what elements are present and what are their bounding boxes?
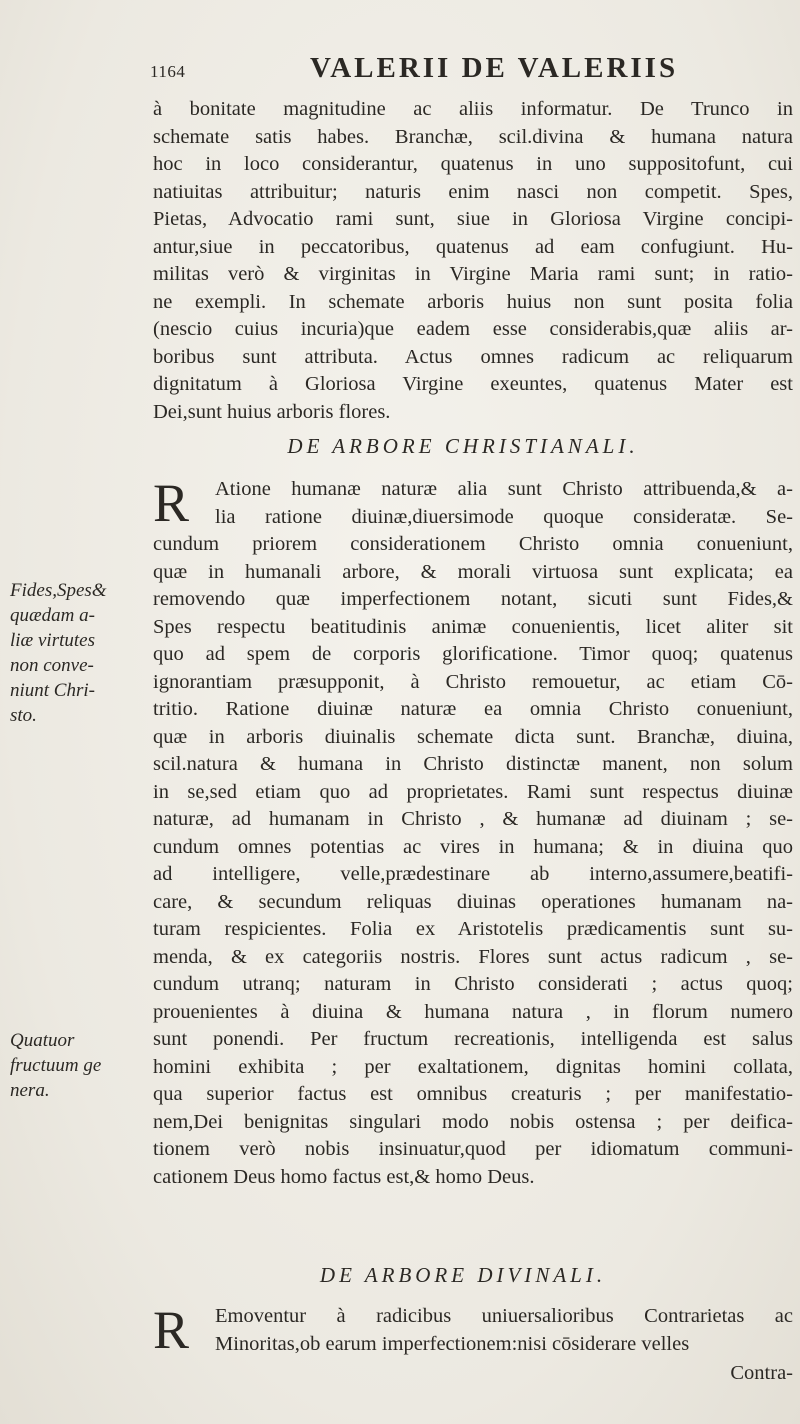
text-line: lia ratione diuinæ,diuersimode quoque consideratæ. Se- (215, 505, 793, 528)
paragraph-arbore-christianali (153, 473, 793, 1191)
text-line: natiuitas attribuitur; naturis enim nasci non competit. Spes, (153, 180, 793, 203)
text-line: Spes respectu beatitudinis animæ conuenientis, licet aliter sit (153, 615, 793, 638)
text-line: ne exempli. In schemate arboris huius non sunt posita folia (153, 290, 793, 313)
text-line: turam respicientes. Folia ex Aristotelis prædicamentis sunt su- (153, 918, 793, 940)
marginal-note-line: quædam a- (10, 605, 95, 626)
text-line: Minoritas,ob earum imperfectionem:nisi cōsiderare velles (215, 1332, 690, 1355)
drop-cap-r: R (153, 473, 190, 533)
text-line: ignorantiam præsupponit, à Christo remouetur, ac etiam Cō- (153, 670, 793, 693)
paragraph-trunk-and-branches (153, 96, 793, 426)
text-line: (nescio cuius incuria)que eadem esse considerabis,quæ aliis ar- (153, 318, 793, 340)
marginal-note-line: non conve- (10, 655, 94, 676)
running-head: VALERII DE VALERIIS (310, 52, 679, 84)
text-line: quæ in humanali arbore, & morali virtuosa sunt explicata; ea (153, 560, 793, 583)
text-line: scil.natura & humana in Christo distinctæ manent, non solum (153, 753, 793, 775)
text-line: tionem verò nobis insinuatur,quod per idiomatum communi- (153, 1138, 793, 1160)
text-line: Dei,sunt huius arboris flores. (153, 400, 391, 423)
paragraph-arbore-divinali (153, 1300, 793, 1360)
text-line: militas verò & virginitas in Virgine Maria rami sunt; in ratio- (153, 263, 793, 285)
page-header (150, 48, 770, 88)
text-line: in se,sed etiam quo ad proprietates. Rami sunt respectus diuinæ (153, 780, 793, 803)
text-line: homini exhibita ; per exaltationem, dignitas homini collata, (153, 1055, 793, 1078)
text-line: tritio. Ratione diuinæ naturæ ea omnia Christo conueniunt, (153, 698, 793, 720)
marginal-note-line: Quatuor (10, 1030, 75, 1051)
drop-cap-r-2: R (153, 1300, 190, 1360)
text-line: Atione humanæ naturæ alia sunt Christo attribuenda,& a- (215, 478, 793, 500)
marginal-note-line: liæ virtutes (10, 630, 95, 651)
marginal-note-line: fructuum ge (10, 1055, 102, 1076)
text-line: sunt ponendi. Per fructum recreationis, intelligenda est salus (153, 1028, 793, 1050)
text-line: quæ in arboris diuinalis schemate dicta sunt. Branchæ, diuina, (153, 725, 793, 748)
text-line: à bonitate magnitudine ac aliis informatur. De Trunco in (153, 98, 793, 120)
text-line: hoc in loco considerantur, quatenus in uno suppositofunt, cui (153, 153, 793, 175)
marginal-note-line: sto. (10, 705, 37, 726)
page-number: 1164 (150, 62, 186, 81)
text-line: qua superior factus est omnibus creaturis ; per manifestatio- (153, 1083, 793, 1105)
text-line: dignitatum à Gloriosa Virgine exeuntes, quatenus Mater est (153, 373, 793, 395)
marginal-note-quatuor-fructuum (10, 1028, 150, 1103)
text-line: cundum omnes potentias ac vires in humana; & in diuina quo (153, 835, 793, 858)
text-line: boribus sunt attributa. Actus omnes radicum ac reliquarum (153, 345, 793, 368)
section-heading-christianali: DE ARBORE CHRISTIANALI. (287, 434, 639, 458)
marginal-note-line: niunt Chri- (10, 680, 95, 701)
text-line: antur,siue in peccatoribus, quatenus ad eam confugiunt. Hu- (153, 235, 793, 258)
text-line: schemate satis habes. Branchæ, scil.divina & humana natura (153, 125, 793, 148)
section-heading-divinali: DE ARBORE DIVINALI. (319, 1263, 607, 1287)
text-line: Emoventur à radicibus uniuersalioribus Contrarietas ac (215, 1305, 793, 1327)
text-line: cundum priorem considerationem Christo omnia conueniunt, (153, 533, 793, 555)
text-line: removendo quæ imperfectionem notant, sicuti sunt Fides,& (153, 588, 793, 610)
marginal-note-line: nera. (10, 1080, 50, 1101)
text-line: care, & secundum reliquas diuinas operationes humanam na- (153, 890, 793, 913)
text-line: nem,Dei benignitas singulari modo nobis ostensa ; per deifica- (153, 1110, 793, 1133)
text-line: cundum utranq; naturam in Christo considerati ; actus quoq; (153, 973, 793, 995)
catchword-block (153, 1360, 793, 1388)
text-line: menda, & ex categoriis nostris. Flores sunt actus radicum , se- (153, 945, 793, 968)
text-line: Pietas, Advocatio rami sunt, siue in Gloriosa Virgine concipi- (153, 208, 793, 230)
text-line: prouenientes à diuina & humana natura , in florum numero (153, 1000, 793, 1023)
text-line: cationem Deus homo factus est,& homo Deus. (153, 1165, 535, 1188)
text-line: naturæ, ad humanam in Christo , & humanæ ad diuinam ; se- (153, 808, 793, 830)
text-line: quo ad spem de corporis glorificatione. Timor quoq; quatenus (153, 643, 793, 665)
marginal-note-line: Fides,Spes& (10, 580, 107, 601)
text-line: ad intelligere, velle,prædestinare ab interno,assumere,beatifi- (153, 863, 793, 885)
marginal-note-fides-spes (10, 578, 150, 728)
catchword: Contra- (730, 1362, 793, 1384)
